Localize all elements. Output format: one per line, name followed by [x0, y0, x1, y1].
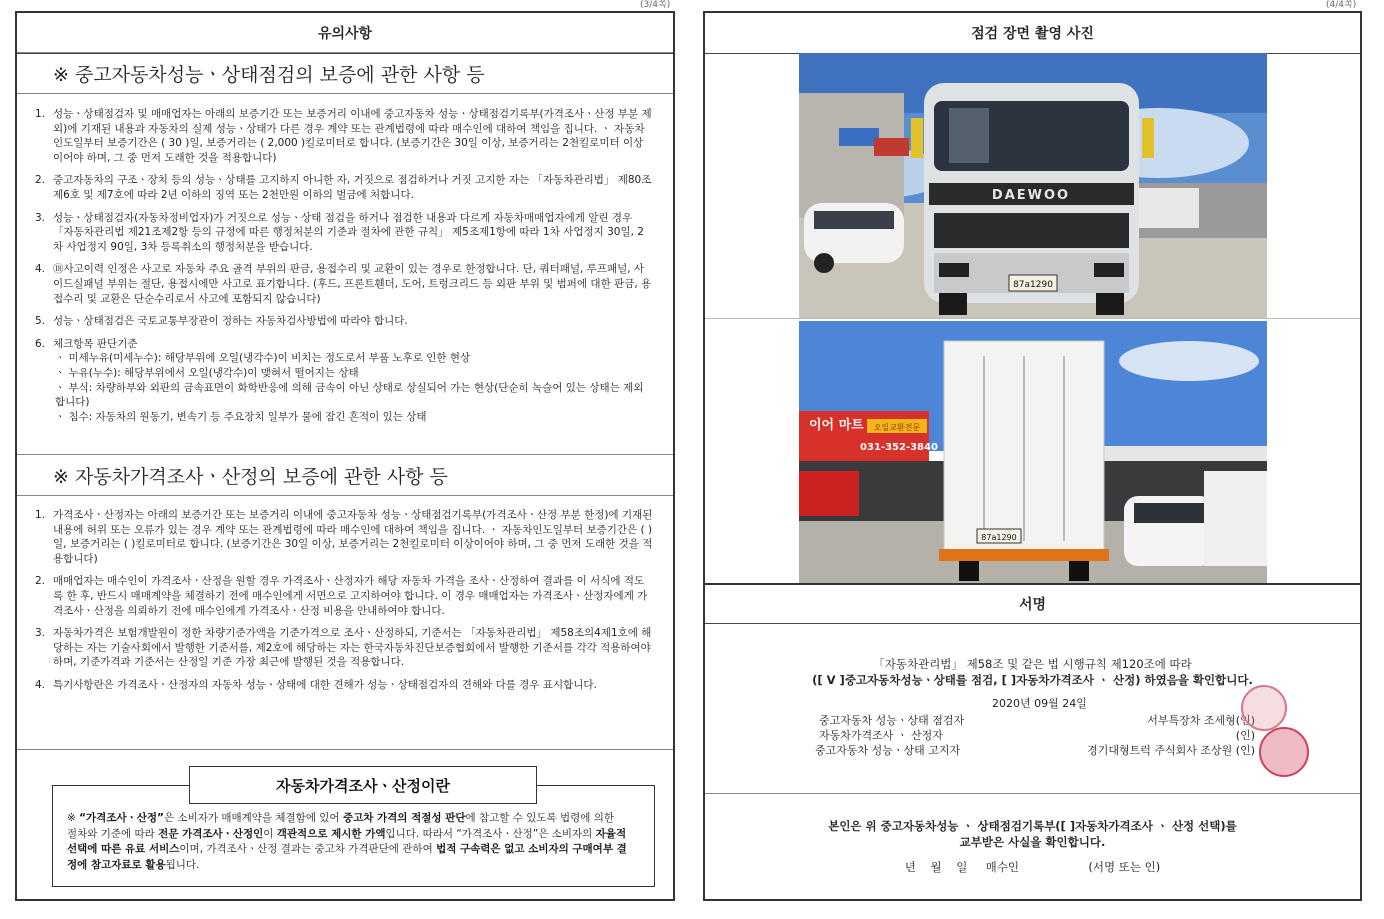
divider — [17, 93, 673, 94]
notifier-value: 경기대형트럭 주식회사 조상원 (인) — [1087, 744, 1255, 757]
shop-phone-text: 031-352-3840 — [860, 442, 938, 453]
list-item: 5. 성능ㆍ상태점검은 국토교통부장관이 정하는 자동차검사방법에 따라야 합니다. — [35, 315, 408, 328]
divider — [17, 454, 673, 455]
criteria-sub-item: ㆍ 누유(누수): 해당부위에서 오일(냉각수)이 맺혀서 떨어지는 상태 — [55, 366, 359, 379]
photo-header: 점검 장면 촬영 사진 — [705, 13, 1360, 54]
list-item: 3. 성능ㆍ상태점검자(자동차정비업자)가 거짓으로 성능ㆍ상태 점검을 하거나 점검한 내용과 다르게 자동차매매업자에게 알린 경우 「자동차관리법 제21조제2항 등의 규정에 따른 행정처분의 기준과 절차에 관한 규칙」 제5조제1항에 따라 1차 사업정지 30일, 2차 사업정지 90일, 3차 등록취소의 행정처분을 받습니다. — [35, 211, 644, 253]
divider — [705, 318, 1360, 319]
pricing-info-title: 자동차가격조사ㆍ산정이란 — [189, 766, 537, 804]
buyer-notice-line2: 교부받은 사실을 확인합니다. — [959, 835, 1106, 849]
notifier-label: 중고자동차 성능ㆍ상태 고지자 — [815, 744, 961, 757]
signature-date: 2020년 09월 24일 — [992, 697, 1087, 710]
notice-header: 유의사항 — [17, 13, 673, 54]
truck-rear-photo — [799, 321, 1267, 583]
page-number-left: (3/4쪽) — [640, 0, 671, 10]
page-number-right: (4/4쪽) — [1326, 0, 1357, 10]
photo-signature-panel — [703, 11, 1362, 901]
buyer-signature-line: 년 월 일 매수인 (서명 또는 인) — [904, 860, 1161, 874]
notice-panel — [15, 11, 675, 901]
section-pricing-title: ※ 자동차가격조사ㆍ산정의 보증에 관한 사항 등 — [53, 466, 448, 488]
notifier-seal-stamp — [1259, 727, 1309, 777]
inspection-confirm-line: ([ V ]중고자동차성능ㆍ상태를 점검, [ ]자동차가격조사 ㆍ 산정) 하였음을 확인합니다. — [812, 673, 1253, 687]
criteria-sub-item: ㆍ 부식: 차량하부와 외판의 금속표면이 화학반응에 의해 금속이 아닌 상태로 상실되어 가는 현상(단순히 녹슬어 있는 상태는 제외합니다) — [55, 381, 644, 409]
divider — [705, 793, 1360, 794]
performance-notice-list — [35, 107, 653, 424]
inspector-value: 서부특장차 조세형(인) — [1147, 714, 1255, 727]
signature-header: 서명 — [705, 585, 1360, 624]
appraiser-value: (인) — [1235, 729, 1255, 742]
list-item: 4. ⑱사고이력 인정은 사고로 자동차 주요 골격 부위의 판금, 용접수리 및 교환이 있는 경우로 한정합니다. 단, 쿼터패널, 루프패널, 사이드실패널 부위는 절단, 용접시에만 사고로 표기합니다. (후드, 프론트휀더, 도어, 트렁크리드 등 외판 부위 및 범퍼에 대한 판금, 용접수리 및 교환은 단순수리로서 사고에 포함되지 않습니다) — [35, 263, 652, 305]
shop-sign-text: 이어 마트 — [809, 418, 864, 433]
list-item: 4. 특기사항란은 가격조사ㆍ산정자의 자동차 성능ㆍ상태에 대한 견해가 성능ㆍ상태점검자의 견해와 다를 경우 표시합니다. — [35, 678, 597, 691]
divider — [17, 495, 673, 496]
inspector-seal-stamp — [1241, 685, 1287, 731]
inspector-label: 중고자동차 성능ㆍ상태 점검자 — [819, 714, 965, 727]
divider — [17, 52, 673, 53]
list-item: 6. 체크항목 판단기준 ㆍ 미세누유(미세누수): 해당부위에 오일(냉각수)이 비치는 정도로서 부품 노후로 인한 현상 ㆍ 누유(누수): 해당부위에서 오일(냉각수)이 맺혀서 떨어지는 상태 ㆍ 부식: 차량하부와 외판의 금속표면이 화학반응에 의해 금속이 아닌 상태로 상실되어 가는 현상(단순히 녹슬어 있는 상태는 제외합니다) ㆍ 침수: 자동차의 원동기, 변속기 등 주요장치 일부가 물에 잠긴 흔적이 있는 상태 — [35, 337, 653, 425]
list-item: 1. 가격조사ㆍ산정자는 아래의 보증기간 또는 보증거리 이내에 중고자동차 성능ㆍ상태점검기록부(가격조사ㆍ산정 부분 한정)에 기재된 내용에 허위 또는 오류가 있는 경우 계약 또는 관계법령에 따라 매수인에 대하여 책임을 집니다. ㆍ 자동차인도일부터 보증기간은 ( )일, 보증거리는 ( )킬로미터로 합니다. (보증기간은 30일 이상, 보증거리는 2천킬로미터 이상이어야 하며, 그 중 먼저 도래한 것을 적용합니다) — [35, 509, 653, 565]
appraiser-label: 자동차가격조사 ㆍ 산정자 — [819, 729, 943, 742]
buyer-notice-line1: 본인은 위 중고자동차성능 ㆍ 상태점검기록부([ ]자동차가격조사 ㆍ 산정 선택)를 — [828, 819, 1237, 833]
list-item: 2. 중고자동차의 구조ㆍ장치 등의 성능ㆍ상태를 고지하지 아니한 자, 거짓으로 점검하거나 거짓 고지한 자는 「자동차관리법」 제80조제6호 및 제7호에 따라 2년 이하의 징역 또는 2천만원 이하의 벌금에 처합니다. — [35, 174, 652, 201]
list-item: 1. 성능ㆍ상태점검자 및 매매업자는 아래의 보증기간 또는 보증거리 이내에 중고자동차 성능ㆍ상태점검기록부(가격조사ㆍ산정 부분 제외)에 기재된 내용과 자동차의 실제 성능ㆍ상태가 다른 경우 계약 또는 관계법령에 따라 매수인에 대하여 책임을 집니다. ㆍ 자동차인도일부터 보증기간은 ( 30 )일, 보증거리는 ( 2,000 )킬로미터로 합니다. (보증기간은 30일 이상, 보증거리는 2천킬로미터 이상이어야 하며, 그 중 먼저 도래한 것을 적용합니다) — [35, 108, 652, 164]
divider — [17, 749, 673, 750]
criteria-sub-item: ㆍ 침수: 자동차의 원동기, 변속기 등 주요장치 일부가 물에 잠긴 흔적이 있는 상태 — [55, 410, 427, 423]
list-item: 3. 자동차가격은 보험개발원이 정한 차량기준가액을 기준가격으로 조사ㆍ산정하되, 기준서는 「자동차관리법」 제58조의4제1호에 해당하는 자는 기술사회에서 발행한 기준서를, 제2호에 해당하는 자는 한국자동차진단보증협회에서 발행한 기준서를 각각 적용하여야 하며, 기준가격과 기준서는 산정일 기준 가장 최근에 발행된 것을 적용합니다. — [35, 627, 652, 669]
list-item: 2. 매매업자는 매수인이 가격조사ㆍ산정을 원할 경우 가격조사ㆍ산정자가 해당 자동차 가격을 조사ㆍ산정하여 결과를 이 서식에 적도록 한 후, 반드시 매매계약을 체결하기 전에 매수인에게 서면으로 고지하여야 합니다. 이 경우 매매업자는 가격조사ㆍ산정자에게 가격조사ㆍ산정을 의뢰하기 전에 매수인에게 가격조사ㆍ산정 비용을 안내하여야 합니다. — [35, 575, 648, 617]
truck-rear-plate: 87a1290 — [981, 533, 1017, 542]
truck-brand-text: DAEWOO — [991, 188, 1071, 203]
shop-sign-sub: 오일교환전문 — [873, 423, 921, 432]
criteria-sub-item: ㆍ 미세누유(미세누수): 해당부위에 오일(냉각수)이 비치는 정도로서 부품 노후로 인한 현상 — [55, 352, 471, 365]
pricing-info-text: ※ “가격조사ㆍ산정”은 소비자가 매매계약을 체결함에 있어 중고차 가격의 적절성 판단에 참고할 수 있도록 법령에 의한 절차와 기준에 따라 전문 가격조사ㆍ산정인이 객관적으로 제시한 가액입니다. 따라서 “가격조사ㆍ산정”은 소비자의 자율적 선택에 따른 유료 서비스이며, 가격조사ㆍ산정 결과는 중고차 가격판단에 관하여 법적 구속력은 없고 소비자의 구매여부 결정에 참고자료로 활용됩니다. — [67, 812, 627, 871]
truck-front-photo — [799, 53, 1267, 318]
section-performance-title: ※ 중고자동차성능ㆍ상태점검의 보증에 관한 사항 등 — [53, 64, 485, 86]
law-reference-line: 「자동차관리법」 제58조 및 같은 법 시행규칙 제120조에 따라 — [873, 657, 1192, 671]
pricing-notice-list — [35, 508, 653, 701]
truck-front-plate: 87a1290 — [1013, 280, 1053, 290]
